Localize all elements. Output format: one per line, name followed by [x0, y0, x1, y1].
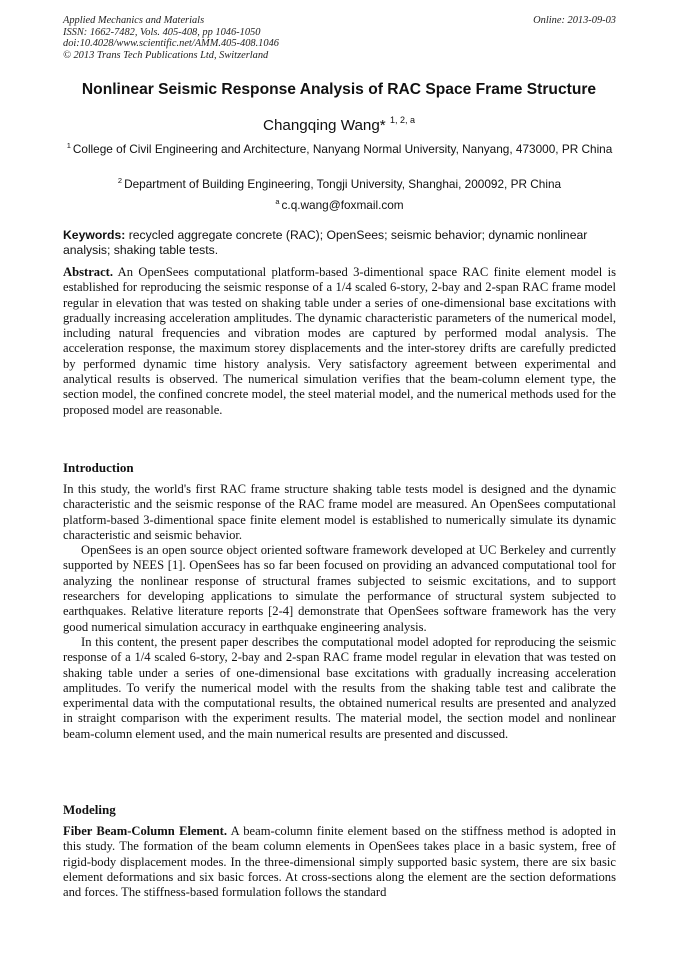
- author-name: Changqing Wang*: [263, 117, 386, 134]
- author-line: [40, 110, 638, 136]
- introduction-body: [63, 482, 616, 742]
- affiliation-1: [63, 138, 616, 157]
- abstract-text: An OpenSees computational platform-based 3-dimentional space RAC finite element model is established for reproducing the seismic response of a 1/4 scaled 6-story, 2-bay and 2-span RAC frame model regular in elevation that was tested on shaking table under a series of one-dimensional base excitations with gradually increasing acceleration amplitudes. The dynamic characteristic parameters of the numerical model, including natural frequencies and vibration modes are captured by performed modal analysis. The acceleration response, the maximum storey displacements and the inter-storey drifts are carefully predicted by performed dynamic time history analysis. Very satisfactory agreement between experimental and analytical results is observed. The numerical simulation verifies that the beam-column element type, the section model, the confined concrete model, the steel material model, and the numerical methods used for the proposed model are reasonable.: [63, 265, 616, 417]
- paper-title: Nonlinear Seismic Response Analysis of RAC Space Frame Structure: [81, 81, 597, 98]
- keywords-text: recycled aggregate concrete (RAC); OpenSees; seismic behavior; dynamic nonlinear analysis; shaking table tests.: [63, 228, 588, 257]
- email-mark: a: [275, 197, 280, 206]
- issn-line: ISSN: 1662-7482, Vols. 405-408, pp 1046-1050: [63, 26, 261, 38]
- author-affiliation-marks: 1, 2, a: [389, 115, 415, 125]
- keywords-label: Keywords:: [63, 228, 126, 242]
- affiliation-1-mark: 1: [66, 141, 71, 150]
- affiliation-2-mark: 2: [117, 176, 123, 185]
- affiliation-2: [63, 173, 616, 192]
- fiber-element-subheading: Fiber Beam-Column Element.: [63, 824, 227, 838]
- intro-paragraph-1: In this study, the world's first RAC frame structure shaking table tests model is designed and the dynamic characteristic and the seismic response of the RAC frame model are measured. An OpenSees computational platform-based 3-dimentional space finite element model is established to numerically simulate its dynamic characteristic and seismic behavior.: [63, 482, 616, 542]
- intro-paragraph-3: In this content, the present paper describes the computational model adopted for reproducing the seismic response of a 1/4 scaled 6-story, 2-bay and 2-span RAC frame model regular in elevation that was tested on shaking table under a series of one-dimensional base excitations with gradually increasing acceleration amplitudes. To verify the numerical model with the results from the shaking table test and calibrate the experimental data with the computational results, the obtained numerical results are presented and analyzed in straight comparison with the experiment results. The material model, the section model and nonlinear beam-column element used, and the main numerical results are presented and discussed.: [63, 634, 616, 741]
- email-text: c.q.wang@foxmail.com: [281, 198, 404, 212]
- affiliation-2-text: Department of Building Engineering, Tongji University, Shanghai, 200092, PR China: [124, 177, 562, 191]
- modeling-body: [63, 824, 616, 900]
- journal-name: Applied Mechanics and Materials: [63, 15, 205, 26]
- modeling-text: A beam-column finite element based on the stiffness method is adopted in this study. The formation of the beam column elements in OpenSees takes place in a basic system, free of rigid-body displacement modes. In the three-dimensional simply supported basic system, there are six basic element deformations and six basic forces. At cross-sections along the element are the section deformations and forces. The stiffness-based formulation follows the standard: [63, 824, 616, 900]
- abstract-label: Abstract.: [63, 265, 114, 279]
- modeling-heading: Modeling: [63, 802, 116, 817]
- abstract-block: [63, 265, 616, 418]
- online-date: Online: 2013-09-03: [533, 15, 616, 26]
- affiliation-1-text: College of Civil Engineering and Architecture, Nanyang Normal University, Nanyang, 473000, PR China: [72, 142, 613, 156]
- keywords-block: [63, 228, 616, 258]
- copyright-line: © 2013 Trans Tech Publications Ltd, Switzerland: [63, 49, 269, 61]
- author-email: [63, 194, 616, 213]
- introduction-heading: Introduction: [63, 460, 134, 475]
- intro-paragraph-2: OpenSees is an open source object oriented software framework developed at UC Berkeley and currently supported by NEES [1]. OpenSees has so far been focused on providing an advanced computational tool for analyzing the nonlinear response of structural frames subjected to seismic excitations, and to support researchers for developing applications to simulate the performance of structural system subjected to earthquakes. Relative literature reports [2-4] demonstrate that OpenSees software framework has the very good numerical simulation accuracy in earthquake engineering analysis.: [63, 543, 616, 634]
- journal-header: [63, 15, 616, 61]
- doi-line: doi:10.4028/www.scientific.net/AMM.405-408.1046: [63, 38, 279, 50]
